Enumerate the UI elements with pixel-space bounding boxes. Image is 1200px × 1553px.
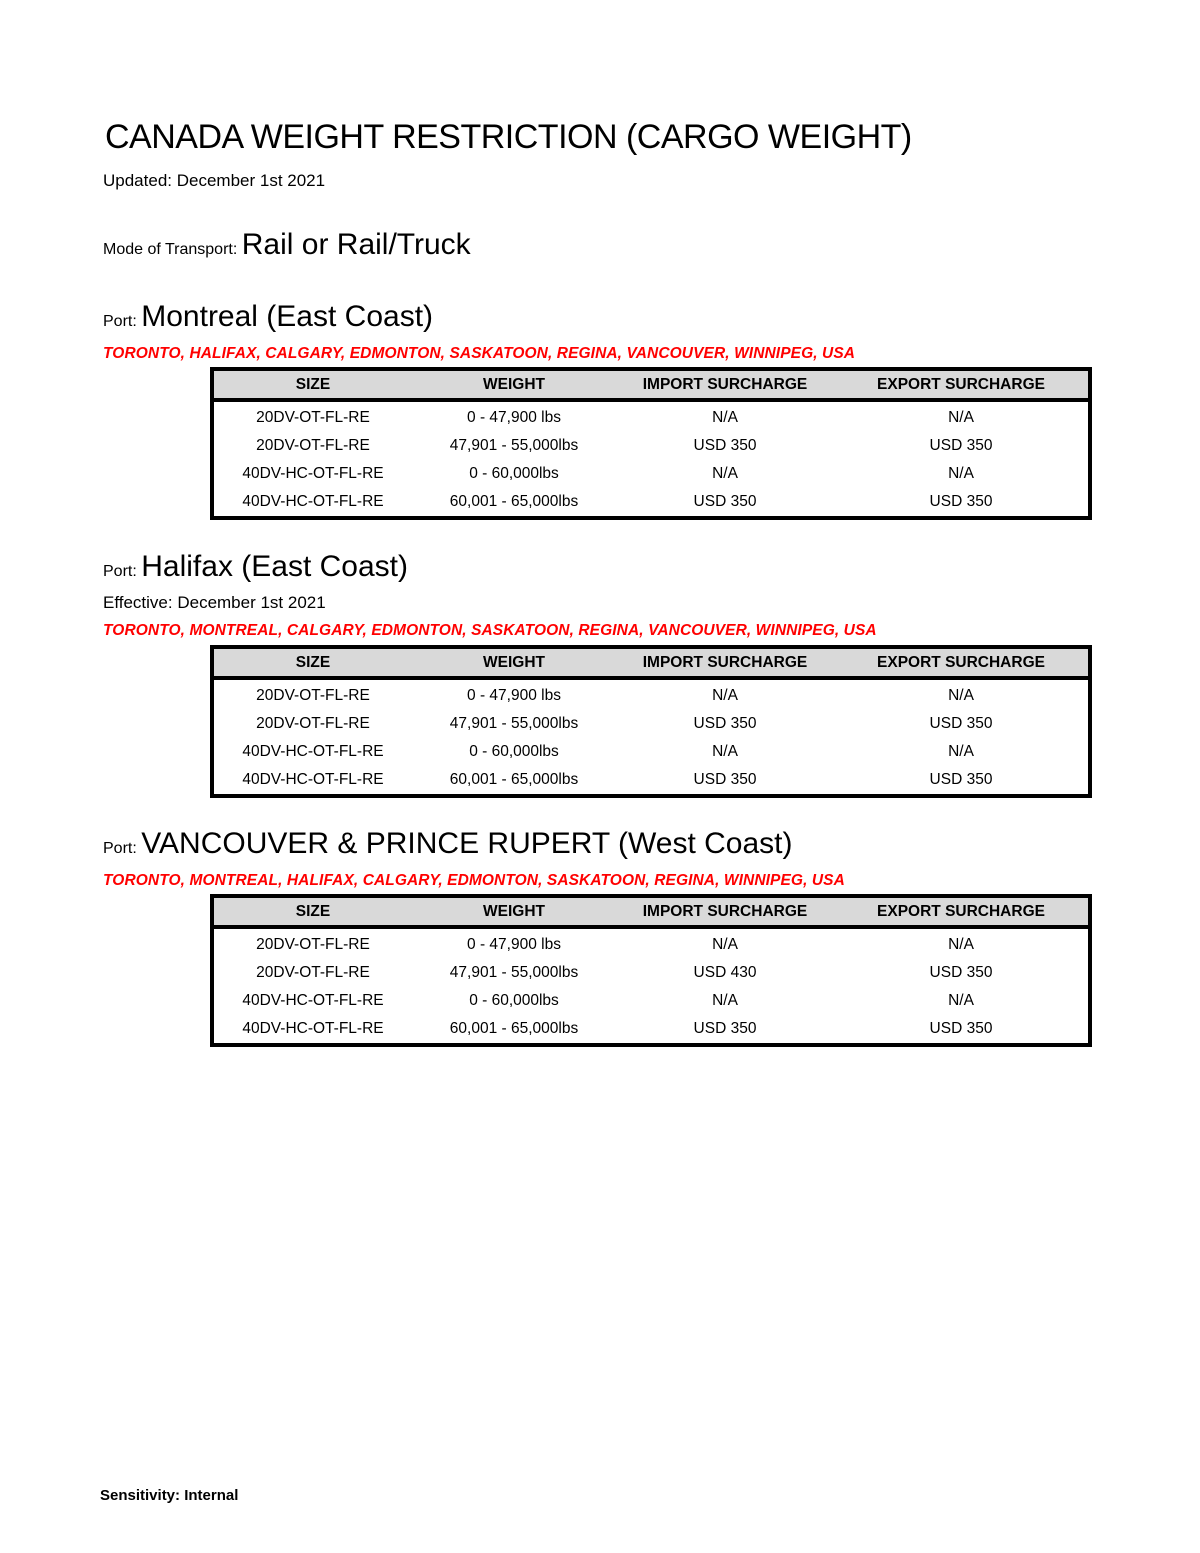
cell-size: 40DV-HC-OT-FL-RE <box>242 465 384 482</box>
cell-size: 40DV-HC-OT-FL-RE <box>242 743 384 760</box>
header-export: EXPORT SURCHARGE <box>834 647 1090 678</box>
cell-export: N/A <box>948 743 974 760</box>
header-size: SIZE <box>212 896 412 927</box>
cell-import: USD 350 <box>693 771 757 788</box>
cell-weight: 0 - 60,000lbs <box>469 992 559 1009</box>
table-header-row <box>212 647 1090 678</box>
table-row <box>212 987 1090 1015</box>
effective-date: Effective: December 1st 2021 <box>103 593 326 612</box>
cell-size: 20DV-OT-FL-RE <box>256 437 370 454</box>
header-weight: WEIGHT <box>412 369 616 400</box>
cell-size: 40DV-HC-OT-FL-RE <box>242 493 384 510</box>
port-halifax <box>103 550 408 584</box>
port-vancouver <box>103 827 793 861</box>
cell-weight: 60,001 - 65,000lbs <box>449 771 579 788</box>
cell-weight: 47,901 - 55,000lbs <box>449 964 579 981</box>
table-row <box>212 1015 1090 1045</box>
header-export: EXPORT SURCHARGE <box>834 369 1090 400</box>
mode-of-transport <box>103 228 471 262</box>
table-row <box>212 710 1090 738</box>
table-row <box>212 738 1090 766</box>
destinations-halifax: TORONTO, MONTREAL, CALGARY, EDMONTON, SASKATOON, REGINA, VANCOUVER, WINNIPEG, USA <box>103 622 877 639</box>
cell-export: USD 350 <box>929 715 993 732</box>
cell-weight: 47,901 - 55,000lbs <box>449 715 579 732</box>
table-row <box>212 959 1090 987</box>
cell-export: N/A <box>948 992 974 1009</box>
table-row <box>212 678 1090 710</box>
cell-weight: 47,901 - 55,000lbs <box>449 437 579 454</box>
cell-weight: 60,001 - 65,000lbs <box>449 1020 579 1037</box>
cell-size: 40DV-HC-OT-FL-RE <box>242 992 384 1009</box>
cell-export: USD 350 <box>929 437 993 454</box>
cell-import: N/A <box>712 687 738 704</box>
port-name: Montreal (East Coast) <box>141 300 434 333</box>
cell-size: 40DV-HC-OT-FL-RE <box>242 1020 384 1037</box>
header-export: EXPORT SURCHARGE <box>834 896 1090 927</box>
cell-weight: 0 - 60,000lbs <box>469 743 559 760</box>
cell-import: USD 350 <box>693 715 757 732</box>
header-size: SIZE <box>212 647 412 678</box>
cell-weight: 0 - 47,900 lbs <box>467 936 561 953</box>
mode-value: Rail or Rail/Truck <box>241 228 471 261</box>
cell-export: USD 350 <box>929 964 993 981</box>
cell-import: N/A <box>712 936 738 953</box>
port-label: Port: <box>103 313 137 330</box>
page-title: CANADA WEIGHT RESTRICTION (CARGO WEIGHT) <box>105 118 912 156</box>
sensitivity-label: Sensitivity: Internal <box>100 1487 239 1504</box>
port-label: Port: <box>103 840 137 857</box>
destinations-vancouver: TORONTO, MONTREAL, HALIFAX, CALGARY, EDMONTON, SASKATOON, REGINA, WINNIPEG, USA <box>103 872 845 889</box>
port-label: Port: <box>103 563 137 580</box>
port-name: Halifax (East Coast) <box>141 550 408 583</box>
mode-label: Mode of Transport: <box>103 241 238 258</box>
header-import: IMPORT SURCHARGE <box>616 369 834 400</box>
cell-size: 20DV-OT-FL-RE <box>256 715 370 732</box>
cell-import: N/A <box>712 409 738 426</box>
cell-import: N/A <box>712 992 738 1009</box>
destinations-montreal: TORONTO, HALIFAX, CALGARY, EDMONTON, SASKATOON, REGINA, VANCOUVER, WINNIPEG, USA <box>103 345 856 362</box>
table-row <box>212 766 1090 796</box>
cell-weight: 0 - 47,900 lbs <box>467 409 561 426</box>
rates-table-montreal <box>210 367 1092 520</box>
cell-import: USD 350 <box>693 493 757 510</box>
cell-export: USD 350 <box>929 771 993 788</box>
cell-import: N/A <box>712 743 738 760</box>
port-name: VANCOUVER & PRINCE RUPERT (West Coast) <box>141 827 793 860</box>
table-row <box>212 400 1090 432</box>
header-weight: WEIGHT <box>412 896 616 927</box>
cell-size: 20DV-OT-FL-RE <box>256 964 370 981</box>
cell-export: USD 350 <box>929 493 993 510</box>
cell-export: N/A <box>948 465 974 482</box>
cell-import: N/A <box>712 465 738 482</box>
table-row <box>212 927 1090 959</box>
table-header-row <box>212 896 1090 927</box>
rates-table-vancouver <box>210 894 1092 1047</box>
cell-weight: 60,001 - 65,000lbs <box>449 493 579 510</box>
port-montreal <box>103 300 433 334</box>
table-row <box>212 488 1090 518</box>
cell-size: 20DV-OT-FL-RE <box>256 409 370 426</box>
cell-import: USD 350 <box>693 1020 757 1037</box>
cell-export: USD 350 <box>929 1020 993 1037</box>
header-import: IMPORT SURCHARGE <box>616 896 834 927</box>
rates-table-halifax <box>210 645 1092 798</box>
cell-size: 20DV-OT-FL-RE <box>256 936 370 953</box>
cell-export: N/A <box>948 936 974 953</box>
table-row <box>212 460 1090 488</box>
cell-export: N/A <box>948 409 974 426</box>
table-header-row <box>212 369 1090 400</box>
cell-weight: 0 - 47,900 lbs <box>467 687 561 704</box>
cell-size: 40DV-HC-OT-FL-RE <box>242 771 384 788</box>
header-size: SIZE <box>212 369 412 400</box>
header-import: IMPORT SURCHARGE <box>616 647 834 678</box>
cell-size: 20DV-OT-FL-RE <box>256 687 370 704</box>
updated-date: Updated: December 1st 2021 <box>103 171 326 190</box>
cell-weight: 0 - 60,000lbs <box>469 465 559 482</box>
cell-import: USD 430 <box>693 964 757 981</box>
table-row <box>212 432 1090 460</box>
header-weight: WEIGHT <box>412 647 616 678</box>
cell-import: USD 350 <box>693 437 757 454</box>
cell-export: N/A <box>948 687 974 704</box>
